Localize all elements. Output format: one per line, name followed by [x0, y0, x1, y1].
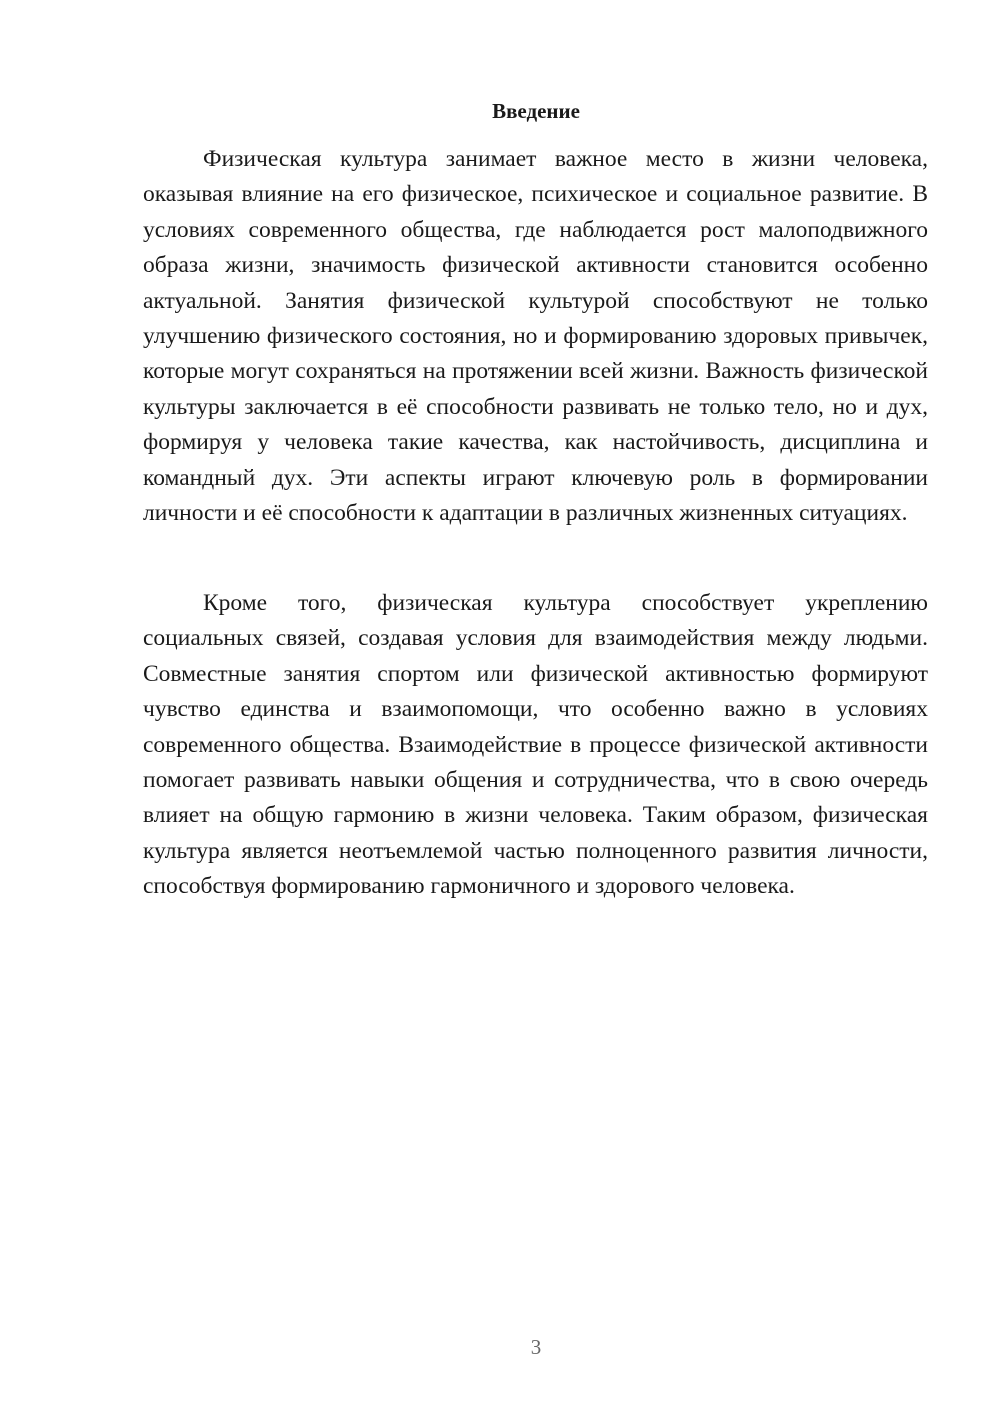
paragraph-2: Кроме того, физическая культура способствует укреплению социальных связей, создавая условия для взаимодействия между людьми. Совместные занятия спортом или физической активностью формируют чувство единства и взаимопомощи, что особенно важно в условиях современного общества. Взаимодействие в процессе физической активности помогает развивать навыки общения и сотрудничества, что в свою очередь влияет на общую гармонию в жизни человека. Таким образом, физическая культура является неотъемлемой частью полноценного развития личности, способствуя формированию гармоничного и здорового человека.: [143, 590, 928, 900]
page-number: 3: [530, 1335, 542, 1359]
paragraph-1: Физическая культура занимает важное место в жизни человека, оказывая влияние на его физическое, психическое и социальное развитие. В условиях современного общества, где наблюдается рост малоподвижного образа жизни, значимость физической активности становится особенно актуальной. Занятия физической культурой способствуют не только улучшению физического состояния, но и формированию здоровых привычек, которые могут сохраняться на протяжении всей жизни. Важность физической культуры заключается в её способности развивать не только тело, но и дух, формируя у человека такие качества, как настойчивость, дисциплина и командный дух. Эти аспекты играют ключевую роль в формировании личности и её способности к адаптации в различных жизненных ситуациях.: [143, 146, 928, 527]
page-title: Введение: [492, 99, 580, 123]
